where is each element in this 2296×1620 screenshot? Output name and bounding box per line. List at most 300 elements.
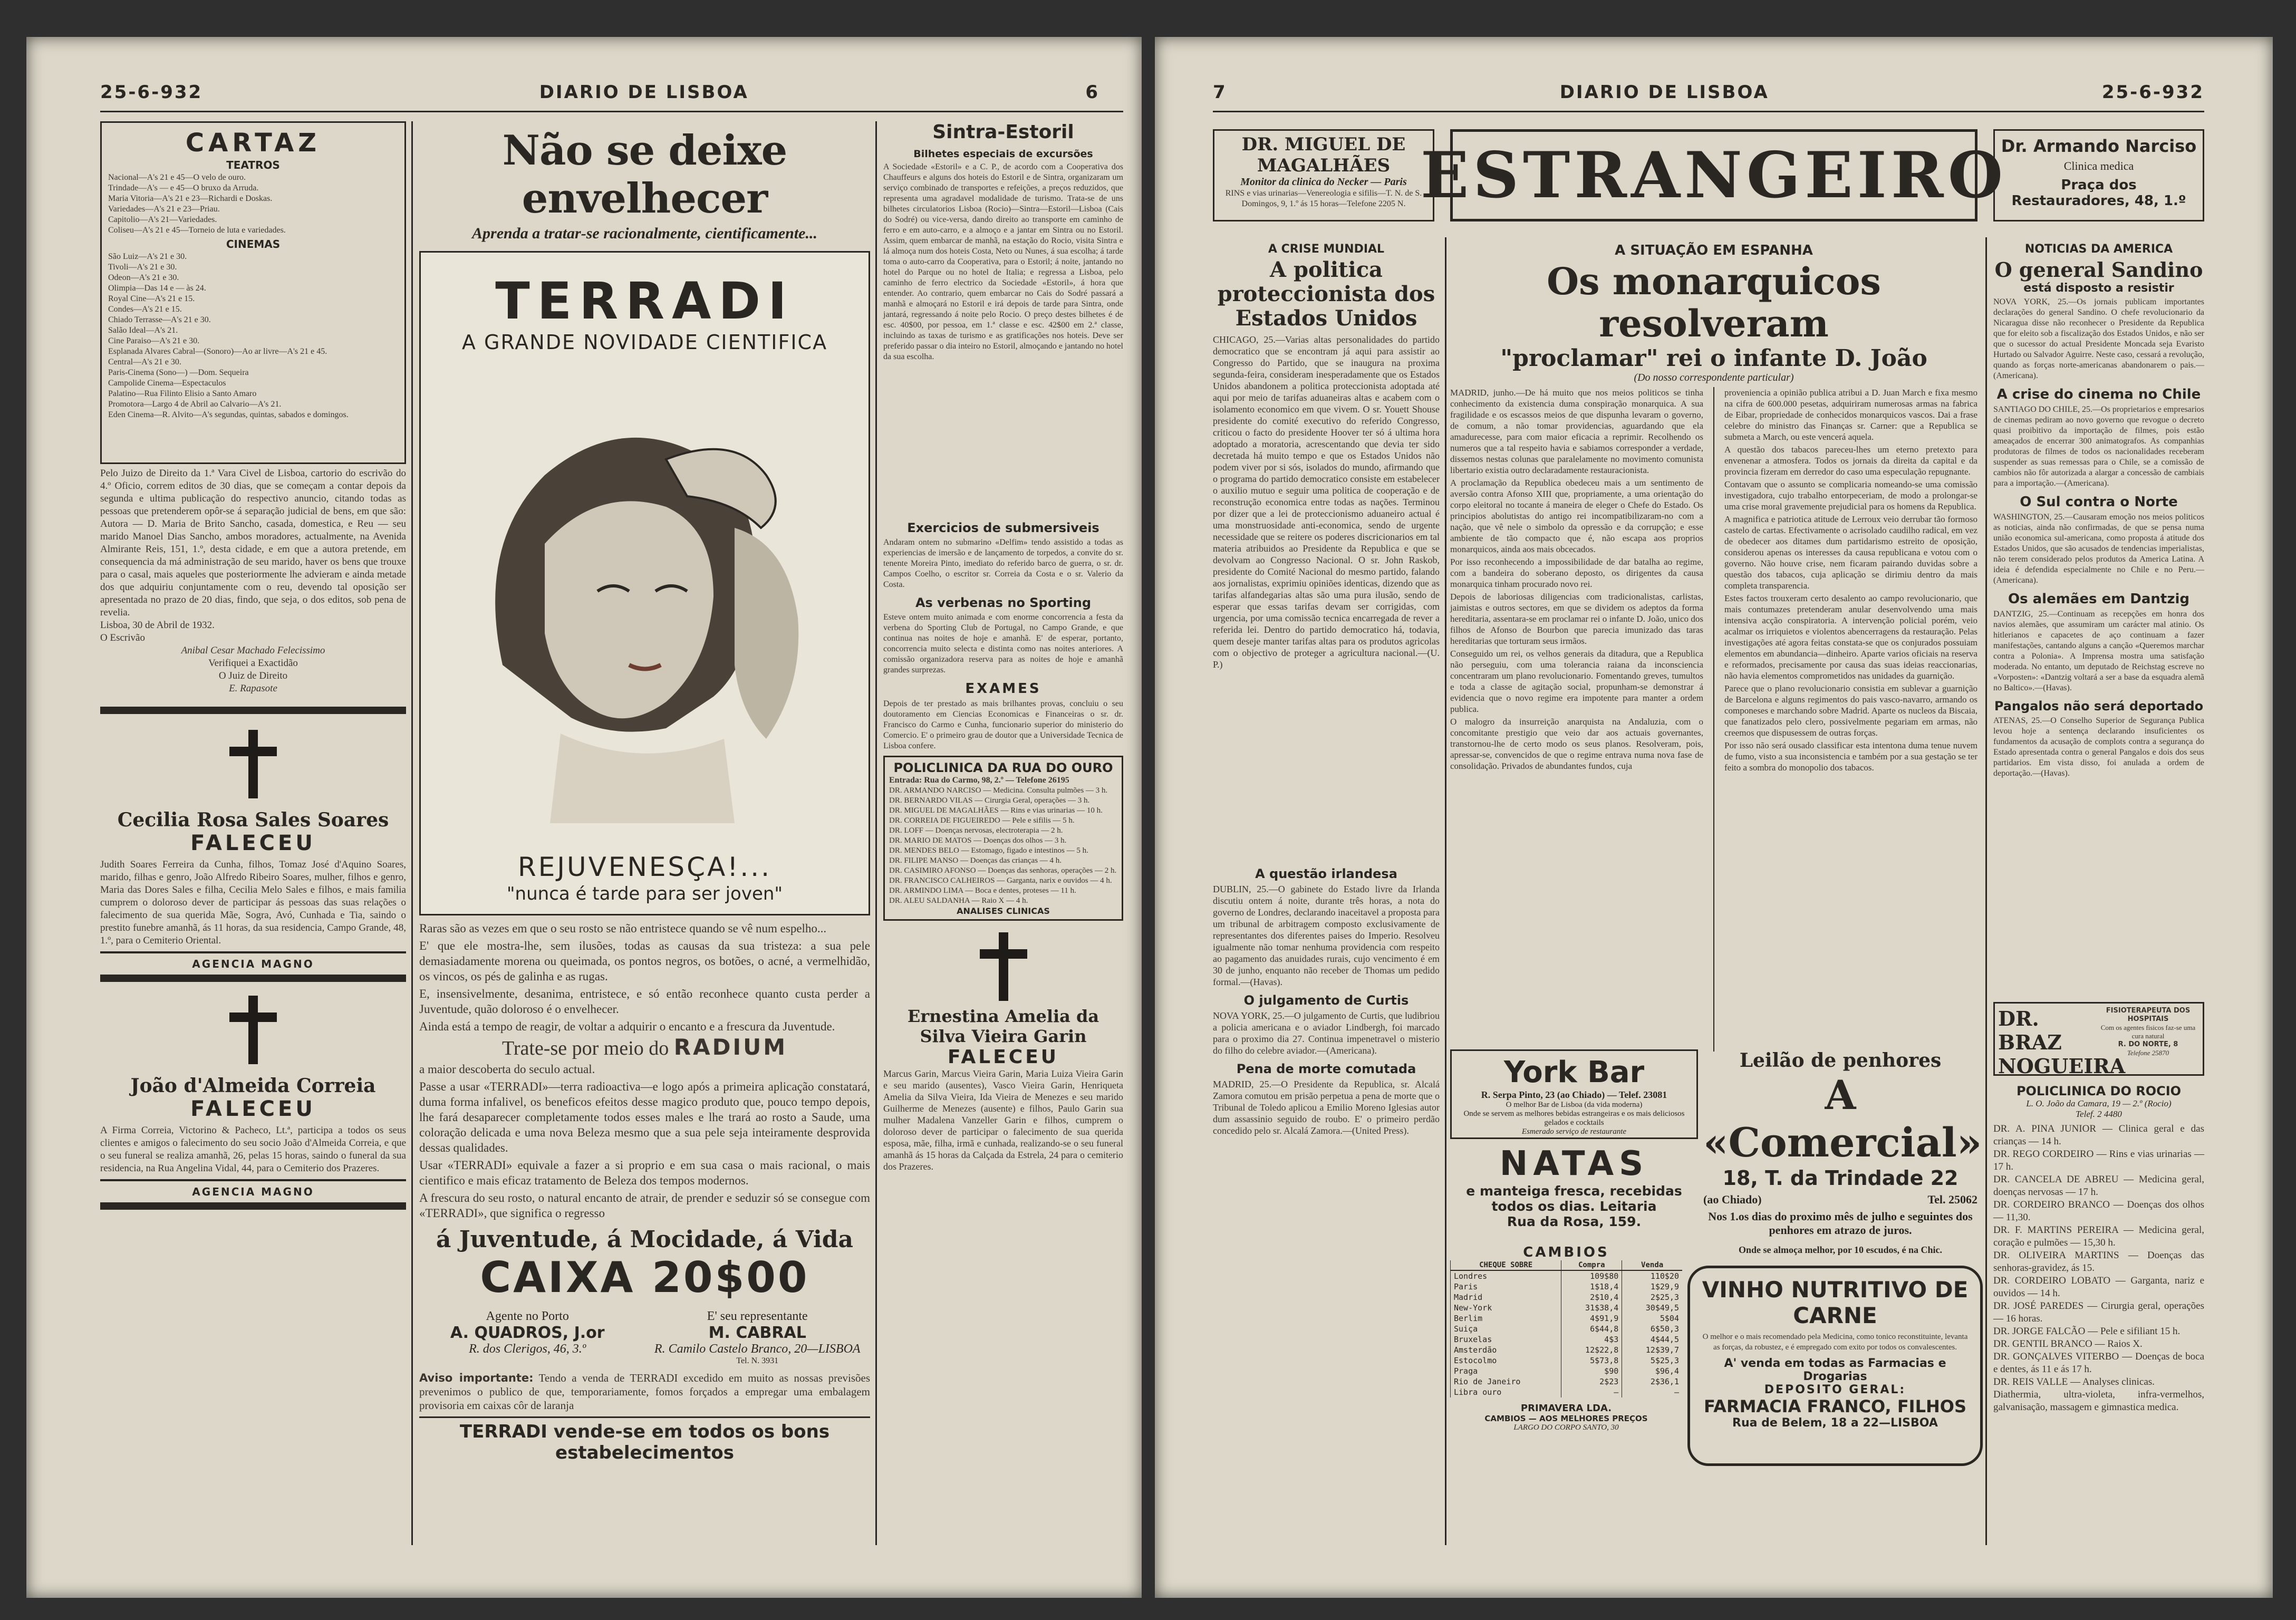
aviso-label: Aviso importante: xyxy=(419,1372,534,1384)
leilao-text: Nos 1.os dias do proximo mês de julho e seguintes dos penhores em atrazo de juros. xyxy=(1708,1210,1973,1237)
doctor-item: DR. LOFF — Doenças nervosas, electroterapia — 2 h. xyxy=(889,826,1063,835)
natas-line2: Rua da Rosa, 159. xyxy=(1507,1214,1642,1229)
obituary-rule xyxy=(100,1202,406,1210)
crise-text: CHICAGO, 25.—Varias altas personalidades do partido democratico que se encontram já aqui para assistir ao Congresso do Partido, que se inaugura na proxima segunda-feira, consideram inesperadamente que os Estados Unidos abandonem a politica proteccionista adoptada até aqui por meio de tarifas aduaneiras altas e acabem com o isolamento economico em que vivem. O sr. Youett Shouse presidente do comité executivo do referido Congresso, criticou o facto do presidente Hoover ter só á ultima hora adoptado a moratoria, acrescentando que devia ter sido decretada há muito tempo e que os Estados Unidos não podem viver por si sós, isolados do mundo, afirmando que o programa do partido democratico consiste em estabelecer o auxilio mutuo e seguir uma politica de cooperação e de reconstrução economica entre todas as nações. Terminou por dizer que a lei de proteccionismo aduaneiro actual é uma monstruosidade anti-economica, sendo de urgente necessidade que se reitere os poderes discricionarios em tal materia atribuidos ao Presidente da Republica e que se devolvam ao Congresso Nacional. O sr. John Raskob, presidente do Comité Nacional do mesmo partido, falando aos jornalistas, exprimiu opiniões identicas, dizendo que as tarifas alfandegarias altas são uma pura ilusão, sendo de esperar que essas tarifas devam ser corrigidas, com urgencia, por uma comissão tecnica encarregada de rever a referida lei. Dentro do partido democratico há, todavia, quem deseje manter tarifas altas para os produtos agricolas com o objectivo de proteger a agricultura nacional.—(U. P.) xyxy=(1213,334,1440,670)
cross-icon xyxy=(980,932,1027,1001)
chic-line: Onde se almoça melhor, por 10 escudos, é na Chic. xyxy=(1738,1245,1942,1255)
cambios-header: Compra xyxy=(1561,1260,1622,1270)
braz-info-3: R. DO NORTE, 8 xyxy=(2118,1040,2178,1048)
doctor-item: DR. FILIPE MANSO — Doenças das crianças — 4 h. xyxy=(889,856,1062,865)
agent-porto xyxy=(419,1309,635,1366)
vinho-ad xyxy=(1687,1266,1983,1466)
espanha-byline: (Do nosso correspondente particular) xyxy=(1634,372,1794,383)
cambios-row xyxy=(1451,1303,1683,1313)
doctor-item: DR. ARMINDO LIMA — Boca e dentes, proteses — 11 h. xyxy=(889,886,1076,895)
danzig-title: Os alemães em Dantzig xyxy=(2008,591,2190,607)
cambios-venda: 30$49,5 xyxy=(1622,1303,1682,1313)
pena-title: Pena de morte comutada xyxy=(1236,1062,1416,1076)
leilao-title: Leilão de penhores xyxy=(1739,1049,1942,1072)
cambios-city: Bruxelas xyxy=(1451,1334,1561,1345)
policlinica-doctors xyxy=(889,786,1117,906)
terradi-ad xyxy=(419,121,870,1545)
cambios-venda: 6$50,3 xyxy=(1622,1324,1682,1334)
cambios-compra: 2$23 xyxy=(1561,1376,1622,1387)
cambios-venda: 5$25,3 xyxy=(1622,1355,1682,1366)
pena-text: MADRID, 25.—O Presidente da Republica, sr. Alcalá Zamora comutou em prisão perpetua a pena de morte que o Tribunal de Toledo aplicou a Emilio Moreno Iglesias autor dum assassinio seguido de roubo. E' o primeiro perdão concedido pelo sr. Alcalá Zamora.—(United Press). xyxy=(1213,1079,1440,1136)
terradi-paragraph: Passe a usar «TERRADI»—terra radioactiva—e logo após a primeira aplicação constatará, duma forma infalivel, os beneficos efeitos desse magico produto que, pouco tempo depois, lhe fará desaparecer completamente todos esses males e lhe trará ao rosto a Saude, uma coloração delicada e uma nova Beleza mesmo que a sua pele seja inteiramente desprovida dessas qualidades. xyxy=(419,1080,870,1154)
cambios-row xyxy=(1451,1334,1683,1345)
right-page xyxy=(1155,37,2273,1598)
teatro-item: Trindade—A's — e 45—O bruxo da Arruda. xyxy=(108,184,259,192)
obituary-name: Ernestina Amelia da Silva Vieira Garin xyxy=(907,1006,1099,1046)
sandino-title: O general Sandino xyxy=(1994,258,2203,282)
america-kicker: NOTICIAS DA AMERICA xyxy=(2024,243,2173,256)
espanha-kicker: A SITUAÇÃO EM ESPANHA xyxy=(1615,243,1813,258)
cambios-venda: 2$36,1 xyxy=(1622,1376,1682,1387)
doctor-item: DR. CANCELA DE ABREU — Medicina geral, doenças nervosas — 17 h. xyxy=(1993,1174,2204,1198)
obituary-text: Judith Soares Ferreira da Cunha, filhos, Tomaz José d'Aquino Soares, marido, filhas e genro, João Alfredo Ribeiro Soares, mulher, filhos e genro, Maria das Dores Sales e filha, Cecilia Melo Sales e filhos, e mais familia cumprem o doloroso dever de participar ás pessoas das suas relações o falecimento de sua querida Mãe, Sogra, Avó, Cunhada e Tia, saindo o prestito funebre amanhã, ás 11 horas, da sua residencia, Campo Grande, 48, 1.º, para o Cemiterio Oriental. xyxy=(100,859,406,946)
braz-name-2: NOGUEIRA xyxy=(1998,1054,2126,1078)
cambios-compra: 4$91,9 xyxy=(1561,1313,1622,1324)
braz-name-1: DR. BRAZ xyxy=(1998,1007,2062,1054)
cambios-compra: 12$22,8 xyxy=(1561,1345,1622,1355)
cinema-item: São Luiz—A's 21 e 30. xyxy=(108,252,187,261)
cambios-venda: 2$25,3 xyxy=(1622,1292,1682,1303)
agency-name: AGENCIA MAGNO xyxy=(192,1185,314,1198)
cambios-city: Suiça xyxy=(1451,1324,1561,1334)
policlinica-address: Entrada: Rua do Carmo, 98, 2.º — Telefone 26195 xyxy=(889,776,1069,785)
estrangeiro-banner xyxy=(1420,129,2008,221)
magalhaes-name: DR. MIGUEL DE MAGALHÃES xyxy=(1241,134,1406,176)
chile-text: SANTIAGO DO CHILE, 25.—Os proprietarios e empresarios de cinemas pediram ao novo governo que revogue o decreto quasi proibitivo da importação de filmes, pois estão ameaçados de encerrar 300 animatografos. As companhias produtoras de filmes de todos os nacionalidades receberam suspender as suas remessas para o Chile, se a comissão de cambios não fôr autorizada a alargar a concessão de cambiais para a importação.—(Americana). xyxy=(1993,405,2204,488)
cambios-city: New-York xyxy=(1451,1303,1561,1313)
cambios-footer-2: CAMBIOS — AOS MELHORES PREÇOS xyxy=(1484,1414,1648,1423)
representative xyxy=(645,1309,871,1366)
cambios-city: Paris xyxy=(1451,1281,1561,1292)
doctor-item: DR. ALEU SALDANHA — Raio X — 4 h. xyxy=(889,896,1028,905)
sandino-text: NOVA YORK, 25.—Os jornais publicam importantes declarações do general Sandino. O chefe revolucionario da Nicaragua disse não reconhecer o Presidente da Republica que for eleito sob a fiscalização dos Estados Unidos, e não ser que o sucessor do actual Presidente Moncada seja Evaristo Hurtado ou Salvador Aguirre. Neste caso, cessará a revolução, quando as forças norte-americanas abandonarem o pais.—(Americana). xyxy=(1993,297,2204,380)
obituary-correia xyxy=(100,996,406,1210)
doctor-item: DR. OLIVEIRA MARTINS — Doenças das senhoras-gravidez, ás 15. xyxy=(1993,1250,2204,1274)
teatros-heading: TEATROS xyxy=(226,159,280,171)
exercicios-title: Exercicios de submersiveis xyxy=(907,520,1099,535)
doctor-item: DR. MIGUEL DE MAGALHÃES — Rins e vias urinarias — 10 h. xyxy=(889,806,1103,815)
leilao-address: 18, T. da Trindade 22 xyxy=(1722,1166,1959,1190)
radium-prefix: Trate-se por meio do xyxy=(501,1037,669,1059)
cambios-row xyxy=(1451,1366,1683,1376)
natas-line1: e manteiga fresca, recebidas todos os dias. Leitaria xyxy=(1466,1183,1682,1214)
cartaz-column xyxy=(100,121,406,1545)
espanha-paragraph: A magnifica e patriotica atitude de Lerroux veio derrubar tão formoso castelo de cartas. Efectivamente o acrisolado caudilho radical, em vez de obedecer aos ditames dum partidarismo estreito de oposição, considerou apenas os interesses da causa republicana e votou com o governo. Não houve crise, nem ficaram pairando duvidas sobre a questão dos tabacos, cuja aplicação se dirimiu dentro da mais completa transparencia. xyxy=(1724,514,1977,591)
espanha-columns xyxy=(1450,387,1977,1052)
rocio-title: POLICLINICA DO ROCIO xyxy=(2016,1084,2182,1098)
cambios-header-row xyxy=(1451,1260,1683,1270)
cambios-row xyxy=(1451,1376,1683,1387)
cross-icon xyxy=(229,996,277,1064)
espanha-paragraph: A proclamação da Republica obedeceu mais a um sentimento de aversão contra Afonso XIII que, propriamente, a uma orientação do corpo eleitoral no tocante á maneira de eleger o Chefe do Estado. Os principios abolutistas do antigo rei incompatibilizaram-no com a nação, que vê nele o simbolo da opressão e da corrupção; e esse ambiente de tão compacto que é, não escapa aos proprios monarquicos, ainda aos mais obcecados. xyxy=(1450,478,1703,554)
obituary-rule xyxy=(100,975,406,982)
terradi-price: CAIXA 20$00 xyxy=(480,1253,809,1302)
cinemas-list xyxy=(108,252,398,420)
narciso-line2: Praça dos Restauradores, 48, 1.º xyxy=(2011,177,2186,209)
narciso-name: Dr. Armando Narciso xyxy=(2001,136,2197,156)
natas-title: NATAS xyxy=(1499,1144,1649,1183)
cambios-header: Venda xyxy=(1622,1260,1682,1270)
right-page-number: 7 xyxy=(1213,82,1227,103)
espanha-paragraph: proveniencia a opinião publica atribui a D. Juan March e fixa mesmo na cifra de 600.000 pesetas, adquiriram numerosas armas na fabrica de Eibar, propriedade de conhecidos monarquicos vascos. Dai a frase celebre do ministro das Finanças sr. Carner: que a Republica se submeta a March, ou este vencerá aquela. xyxy=(1724,388,1977,442)
cambios-venda: 12$39,7 xyxy=(1622,1345,1682,1355)
agent-porto-name: A. QUADROS, J.or xyxy=(450,1324,605,1342)
espanha-article xyxy=(1450,237,1977,1044)
crise-headline: A politica proteccionista dos Estados Unidos xyxy=(1217,257,1435,331)
cinema-item: Condes—A's 21 e 15. xyxy=(108,305,182,314)
obituary-text: A Firma Correia, Victorino & Pacheco, Lt.ª, participa a todos os seus clientes e amigos o falecimento do seu socio João d'Almeida Correia, e que o seu funeral se realiza amanhã, 26, pelas 15 horas, saindo o funeral da sua residencia, na Rua Angelina Vidal, 44, para o Cemiterio dos Prazeres. xyxy=(100,1125,406,1174)
braz-info-2: Com os agentes fisicos faz-se uma cura natural xyxy=(2100,1024,2196,1040)
cross-icon xyxy=(229,730,277,798)
america-column xyxy=(1993,237,2204,997)
doctor-item: DR. MENDES BELO — Estomago, figado e intestinos — 5 h. xyxy=(889,846,1088,855)
cambios-venda: — xyxy=(1622,1387,1682,1397)
espanha-col-1 xyxy=(1450,387,1703,1052)
exames-title: EXAMES xyxy=(965,681,1041,697)
magalhaes-line2: RINS e vias urinarias—Venereologia e sifilis—T. N. de S. Domingos, 9, 1.º ás 15 horas—Telefone 2205 N. xyxy=(1225,189,1422,208)
right-header-rule xyxy=(1213,111,2204,112)
cinema-item: Cine Paraiso—A's 21 e 30. xyxy=(108,336,200,345)
obituary-faleceu: FALECEU xyxy=(190,1097,316,1121)
doctor-item: DR. F. MARTINS PEREIRA — Medicina geral, coração e pulmões — 15,30 h. xyxy=(1993,1224,2204,1248)
doctor-item: DR. CORDEIRO LOBATO — Garganta, nariz e ouvidos — 14 h. xyxy=(1993,1275,2204,1299)
terradi-agents xyxy=(419,1309,870,1366)
terradi-tagline: A GRANDE NOVIDADE CIENTIFICA xyxy=(461,331,828,354)
doctor-item: DR. CORDEIRO BRANCO — Doenças dos olhos — 11,30. xyxy=(1993,1199,2204,1223)
york-bar-line1: O melhor Bar de Lisboa (da vida moderna) xyxy=(1506,1101,1643,1109)
analises-clinicas: ANALISES CLINICAS xyxy=(957,906,1050,916)
representative-label: E' seu representante xyxy=(707,1309,808,1323)
pangalos-title: Pangalos não será deportado xyxy=(1994,699,2204,713)
vinho-title: VINHO NUTRITIVO DE CARNE xyxy=(1702,1277,1969,1328)
verifiquei: Verifiquei a Exactidão xyxy=(208,658,298,669)
juiz-title: O Juiz de Direito xyxy=(218,670,288,681)
teatro-item: Nacional—A's 21 e 45—O velo de ouro. xyxy=(108,173,246,182)
cartaz-box xyxy=(100,121,406,464)
cambios-city: Rio de Janeiro xyxy=(1451,1376,1561,1387)
cambios-row xyxy=(1451,1355,1683,1366)
braz-info xyxy=(2094,1004,2203,1074)
espanha-paragraph: Contavam que o assunto se complicaria nomeando-se uma comissão investigadora, cujo trabalho entorpeceriam, de modo a prolongar-se uma crise moral gravemente prejudicial para os homens da Republica. xyxy=(1724,479,1977,512)
cambios-compra: 31$38,4 xyxy=(1561,1303,1622,1313)
cambios-city: Madrid xyxy=(1451,1292,1561,1303)
espanha-subheadline: "proclamar" rei o infante D. João xyxy=(1500,345,1927,372)
teatro-item: Coliseu—A's 21 e 45—Torneio de luta e variedades. xyxy=(108,226,286,235)
cambios-row xyxy=(1451,1345,1683,1355)
sintra-title: Sintra-Estoril xyxy=(932,121,1074,143)
cambios-city: Estocolmo xyxy=(1451,1355,1561,1366)
cinema-item: Eden Cinema—R. Alvito—A's segundas, quintas, sabados e domingos. xyxy=(108,410,349,419)
policlinica-ouro-ad xyxy=(883,756,1123,921)
vinho-deposito: DEPOSITO GERAL: xyxy=(1764,1383,1906,1396)
cinema-item: Campolide Cinema—Espectaculos xyxy=(108,379,226,388)
leilao-contact xyxy=(1703,1193,1977,1207)
doctor-item: Diathermia, ultra-violeta, infra-vermelhos, galvanisação, massagem e gimnastica medica. xyxy=(1993,1389,2204,1413)
cinema-item: Odeon—A's 21 e 30. xyxy=(108,273,179,282)
terradi-footer-rule xyxy=(419,1416,870,1418)
right-masthead: DIARIO DE LISBOA xyxy=(1559,82,1769,103)
column-rule xyxy=(1445,237,1446,1545)
espanha-col-2 xyxy=(1724,387,1977,1052)
juiz-name: E. Rapasote xyxy=(229,683,277,694)
york-bar-address: R. Serpa Pinto, 23 (ao Chiado) — Telef. 23081 xyxy=(1481,1089,1667,1100)
crise-kicker: A CRISE MUNDIAL xyxy=(1268,243,1385,256)
doctor-item: DR. GONÇALVES VITERBO — Doenças de boca e dentes, ás 11 e ás 17 h. xyxy=(1993,1351,2204,1375)
agent-porto-label: Agente no Porto xyxy=(486,1309,569,1323)
teatros-list xyxy=(108,172,398,236)
policlinica-title: POLICLINICA DA RUA DO OURO xyxy=(893,760,1113,775)
cambios-row xyxy=(1451,1313,1683,1324)
espanha-paragraph: Estes factos trouxeram certo desalento ao campo revolucionario, que mais contumazes pretenderam anular desenvolvendo uma mais intensiva acção conspiratoria. A intervenção policial porém, veio acalmar os irriquietos e violentos abencerragens da restauração. Pelas investigações até agora feitas constata-se que os conjurados possuiam elementos em abundancia—dinheiro. Aparte varios oficiais na reserva e reformados, precisamente por causa das suas ideias reaccionarias, não havia elementos comprometidos nas unidades da guarnição. xyxy=(1724,593,1977,681)
edital-notice xyxy=(100,467,406,699)
agent-porto-address: R. dos Clerigos, 46, 3.º xyxy=(469,1342,586,1356)
espanha-paragraph: Por isso reconhecendo a impossibilidade de dar batalha ao regime, com a bandeira do soberano deposto, os dirigentes da causa monarquica tinham procurado novo rei. xyxy=(1450,557,1703,589)
cinema-item: Chiado Terrasse—A's 21 e 30. xyxy=(108,315,211,324)
doctor-item: DR. GENTIL BRANCO — Raios X. xyxy=(1993,1338,2143,1349)
sintra-subtitle: Bilhetes especiais de excursões xyxy=(913,148,1093,160)
magalhaes-line1: Monitor da clinica do Necker — Paris xyxy=(1240,176,1407,188)
cambios-footer-3: LARGO DO CORPO SANTO, 30 xyxy=(1513,1423,1619,1432)
terradi-paragraph: Usar «TERRADI» equivale a fazer a si proprio e em sua casa o mais racional, o mais cientifico e mais eficaz tratamento de Beleza dos tempos modernos. xyxy=(419,1159,870,1187)
edital-text: Pelo Juizo de Direito da 1.ª Vara Civel de Lisboa, cartorio do escrivão do 4.º Oficio, correm editos de 30 dias, que se começam a contar depois da segunda e ultima publicação do respectivo anuncio, citando todas as pessoas que pretenderem opôr-se á separação judicial de bens, em que são: Autora — D. Maria de Brito Sancho, casada, domestica, e Reu — seu marido Manoel Dias Sancho, ambos moradores, actualmente, na Avenida Almirante Reis, 151, 1.º, desta cidade, e em que a autora pretende, em consequencia da má administração de seu marido, haver os bens que trouxe para o casal, mais aqueles que posteriormente lhe advieram e ainda metade dos que adquiriu conjuntamente com o reu, devendo tal oposição ser apresentada no prazo de 20 dias, findo, que seja, o dos editos, sob pena de revelia. xyxy=(100,468,406,618)
cambios-city: Berlim xyxy=(1451,1313,1561,1324)
cinema-item: Promotora—Largo 4 de Abril ao Calvario—A's 21. xyxy=(108,400,282,409)
left-header-rule xyxy=(100,111,1123,112)
exames-text: Depois de ter prestado as mais brilhantes provas, concluiu o seu doutoramento em Ciencias Economicas e Financeiras o sr. dr. Francisco do Carmo e Cunha, funcionario superior do ministerio do Comercio. E' o primeiro grau de doutor que a Universidade Tecnica de Lisboa confere. xyxy=(883,699,1123,750)
espanha-paragraph: A questão dos tabacos pareceu-lhes um eterno pretexto para envenenar a atmosfera. Todos os jornais da direita da capital e da provincia fizeram em derredor do caso uma especulação repugnante. xyxy=(1724,445,1977,477)
cambios-venda: 5$04 xyxy=(1622,1313,1682,1324)
obituary-soares xyxy=(100,707,406,982)
rocio-doctors xyxy=(1993,1123,2204,1414)
rocio-address: L. O. João da Camara, 19 — 2.º (Rocio) xyxy=(2026,1098,2172,1108)
sandino-subtitle: está disposto a resistir xyxy=(2023,282,2174,295)
doctor-item: DR. MARIO DE MATOS — Doenças dos olhos — 3 h. xyxy=(889,836,1067,845)
cambios-compra: 109$80 xyxy=(1561,1270,1622,1281)
doctor-item: DR. BERNARDO VILAS — Cirurgia Geral, operações — 3 h. xyxy=(889,796,1090,805)
cambios-block xyxy=(1450,1245,1682,1550)
vinho-farmacia: FARMACIA FRANCO, FILHOS xyxy=(1703,1396,1966,1416)
york-bar-line3: Esmerado serviço de restaurante xyxy=(1521,1127,1627,1136)
cambios-footer-1: PRIMAVERA LDA. xyxy=(1520,1403,1612,1414)
natas-ad xyxy=(1450,1144,1698,1239)
left-page-header xyxy=(100,76,1099,108)
agency-name: AGENCIA MAGNO xyxy=(192,958,314,970)
terradi-copy xyxy=(419,921,870,1221)
cambios-venda: $96,4 xyxy=(1622,1366,1682,1376)
policlinica-rocio-ad xyxy=(1993,1084,2204,1548)
cinema-item: Paris-Cinema (Sono—) —Dom. Sequeira xyxy=(108,368,249,377)
cambios-compra: 1$18,4 xyxy=(1561,1281,1622,1292)
teatro-item: Capitolio—A's 21—Variedades. xyxy=(108,215,217,224)
terradi-paragraph: a maior descoberta do seculo actual. xyxy=(419,1063,595,1076)
cambios-venda: 1$29,9 xyxy=(1622,1281,1682,1292)
cambios-compra: 2$10,4 xyxy=(1561,1292,1622,1303)
danzig-text: DANTZIG, 25.—Continuam as recepções em honra dos navios alemães, que assumiram um carácter mal atinio. Os hitlerianos e capacetes de aço continuam a fazer manifestações, cantando alguns a canção «Queremos marchar contra a Polonia». A Imprensa mostra uma satisfação moderada. No entanto, um deputado de Reichstag escreve no «Vorposten»: «Dantzig voltará a ser a base da esquadra alemã no Baltico».—(Havas). xyxy=(1993,610,2204,692)
cinema-item: Olimpia—Das 14 e — às 24. xyxy=(108,284,206,293)
cartaz-title: CARTAZ xyxy=(185,128,321,158)
espanha-paragraph: Parece que o plano revolucionario consistia em sublevar a guarnição de Barcelona e alguns regimentos do pais vasco-navarro, armando os componeses e marchando sobre Madrid. Aparte os nucleos da Biscaia, que fanatizados pelo clero, possivelmente pegariam em armas, não creemos que dispusessem de outras forças. xyxy=(1724,683,1977,738)
espanha-paragraph: MADRID, junho.—De há muito que nos meios politicos se tinha conhecimento da existencia duma conspiração monarquica. A sua fragilidade e os escassos meios de que dispunha levaram o governo, de comum, a não tomar providencias, aguardando que ela amadurecesse, para com maior eficacia a reprimir. Recolhendo os numeros que a tal respeito havia e sabiamos corresponder a verdade, dissemos nestas colunas que paralelamente no movimento comunista libertario existia outro declaradamente restauracionista. xyxy=(1450,388,1703,475)
leilao-phone: Tel. 25062 xyxy=(1927,1193,1977,1206)
cambios-row xyxy=(1451,1324,1683,1334)
left-page-number: 6 xyxy=(1085,82,1099,103)
terradi-paragraph: Raras são as vezes em que o seu rosto se não entristece quando se vê num espelho... xyxy=(419,922,827,935)
doctor-item: DR. A. PINA JUNIOR — Clinica geral e das crianças — 14 h. xyxy=(1993,1123,2204,1147)
terradi-juventude: á Juventude, á Mocidade, á Vida xyxy=(436,1226,854,1253)
sintra-text: A Sociedade «Estoril» e a C. P., de acordo com a Cooperativa dos Chauffeurs e alguns dos hoteis do Estoril e de Sintra, organizaram um serviço combinado de transportes e refeições, a preços reduzidos, que representa uma agradavel modalidade de turismo. Trata-se de uns bilhetes circulatorios Lisboa (Rocio)—Sintra—Estoril—Lisboa (Cais do Sodré) ou vice-versa, dando direito ao transporte em caminho de ferro e em auto-carro, e a almoço e a jantar em Sintra ou no Estoril. Assim, quem embarcar de manhã, na estação do Rocio, visita Sintra e lá almoça num dos hoteis Costa, Neto ou Nunes, á sua escolha; á tarde toma o auto-carro da Cooperativa, para o Estoril; á noite, jantando no hotel do Parque ou no hotel de Italia; e regressa a Lisboa, pelo caminho de ferro electrico da Sociedade «Estoril», á hora que entender. Ao contrario, quem embarcar no Cais do Sodré passará a manhã e almoçará no Estoril e irá depois de tarde para Sintra, onde jantará, regressando á noite pelo Rocio. O preço destes bilhetes é de esc. 40$00, por pessoa, em 1.ª classe e esc. 42$00 em 2.ª classe, incluindo as taxas de turismo e as gratificações nos hoteis. Deve ser preferido passar o dia inteiro no Estoril, almoçando e jantando no hotel da sua escolha. xyxy=(883,162,1123,361)
obituary-rule xyxy=(100,1179,406,1181)
cinemas-heading: CINEMAS xyxy=(226,238,281,250)
terradi-paragraph: A frescura do seu rosto, o natural encanto de atrair, de prender e seduzir só se consegue com «TERRADI», que significa o regresso xyxy=(419,1191,870,1220)
terradi-brand: TERRADI xyxy=(495,272,794,331)
pangalos-text: ATENAS, 25.—O Conselho Superior de Segurança Publica levou hoje a sentença declarando insuficientes os fundamentos da acusação de complots contra a segurança do Estado apresentada contra o general Pangalos e dois dos seus partidarios. Em vista disso, foi anulada a ordem de deportação.—(Havas). xyxy=(1993,716,2204,778)
obituary-faleceu: FALECEU xyxy=(190,831,316,855)
crise-column xyxy=(1213,237,1440,1545)
woman-portrait-icon xyxy=(439,370,851,823)
sul-text: WASHINGTON, 25.—Causaram emoção nos meios politicos as noticias, ainda não confirmadas, de que se pensa numa união economica sul-americana, como proposta á atitude dos Estados Unidos, que são acusados de tendencias imperialistas, não terem considerado pelos produtos da America Latina. A ideia é defendida especialmente no Chile e no Peru.—(Americana). xyxy=(1993,513,2204,585)
terradi-subhead: Aprenda a tratar-se racionalmente, cientificamente... xyxy=(472,225,817,242)
terradi-slogan-quote: "nunca é tarde para ser joven" xyxy=(506,883,783,904)
cinema-item: Royal Cine—A's 21 e 15. xyxy=(108,294,195,303)
doctor-item: DR. CORREIA DE FIGUEIREDO — Pele e sifilis — 5 h. xyxy=(889,816,1075,825)
obituary-rule xyxy=(100,951,406,953)
teatro-item: Maria Vitoria—A's 21 e 23—Richardi e Doskas. xyxy=(108,194,273,203)
doctor-item: DR. REIS VALLE — Analyses clinicas. xyxy=(1993,1376,2155,1387)
cinema-item: Central—A's 21 e 30. xyxy=(108,358,181,367)
vinho-venda: A' venda em todas as Farmacias e Drogarias xyxy=(1724,1357,1946,1383)
narciso-line1: Clinica medica xyxy=(2063,159,2134,172)
cambios-venda: 4$44,5 xyxy=(1622,1334,1682,1345)
verbenas-title: As verbenas no Sporting xyxy=(915,595,1092,610)
obituary-faleceu: FALECEU xyxy=(947,1046,1059,1068)
column-rule xyxy=(1985,237,1987,1545)
vinho-text: O melhor e o mais recomendado pela Medicina, como tonico reconstituinte, levanta as forças, da robustez, e é empregado com exito por todos os convalescentes. xyxy=(1702,1333,1968,1352)
braz-name-block xyxy=(1995,1004,2126,1078)
cambios-title: CAMBIOS xyxy=(1523,1245,1609,1260)
sintra-column xyxy=(883,121,1123,1545)
cambios-compra: 6$44,8 xyxy=(1561,1324,1622,1334)
terradi-illustration-box xyxy=(419,251,870,915)
doctor-item: DR. JORGE FALCÃO — Pele e sifiliant 15 h. xyxy=(1993,1326,2181,1337)
leilao-ad xyxy=(1703,1049,1982,1239)
left-masthead: DIARIO DE LISBOA xyxy=(539,82,749,103)
doctor-item: DR. ARMANDO NARCISO — Medicina. Consulta pulmões — 3 h. xyxy=(889,786,1108,795)
right-page-header xyxy=(1213,76,2204,108)
espanha-paragraph: Depois de laboriosas diligencias com tradicionalistas, carlistas, jaimistas e outros sectores, em que se dividem os adeptos da forma hereditaria, assentara-se em proclamar rei o infante D. João, unico dos filhos de Afonso de Bourbon que parecia imunizado das taras hereditarias que torturam seus irmãos. xyxy=(1450,592,1703,646)
cambios-city: Amsterdão xyxy=(1451,1345,1561,1355)
terradi-radium-line xyxy=(419,1034,870,1060)
cambios-compra: 5$73,8 xyxy=(1561,1355,1622,1366)
cambios-body xyxy=(1451,1270,1683,1397)
obituary-name: João d'Almeida Correia xyxy=(130,1075,376,1097)
york-bar-line2: Onde se servem as melhores bebidas estrangeiras e os mais deliciosos gelados e cocktails xyxy=(1463,1110,1685,1127)
terradi-paragraph: E, insensivelmente, desanima, entristece, e só então reconhece quanto custa perder a Juventude, quão doloroso é o envelhecer. xyxy=(419,987,870,1016)
leilao-name: A «Comercial» xyxy=(1703,1072,1982,1166)
terradi-slogan: REJUVENESÇA!... xyxy=(517,852,772,882)
cambios-row xyxy=(1451,1281,1683,1292)
column-rule xyxy=(411,121,413,1545)
terradi-headline: Não se deixe envelhecer xyxy=(502,127,787,223)
terradi-paragraph: Ainda está a tempo de reagir, de voltar a adquirir o encanto e a frescura da Juventude. xyxy=(419,1020,835,1033)
cambios-compra: $90 xyxy=(1561,1366,1622,1376)
rocio-phone: Telef. 2 4480 xyxy=(2076,1109,2122,1119)
doctor-item: DR. CASIMIRO AFONSO — Doenças das senhoras, operações — 2 h. xyxy=(889,866,1117,875)
cambios-venda: 110$20 xyxy=(1622,1270,1682,1281)
exercicios-text: Andaram ontem no submarino «Delfim» tendo assistido a todas as experiencias de imersão e de lançamento de torpedos, a convite do sr. tenente Moreira Pinto, imediato do referido barco de guerra, o sr. dr. Campos Coelho, o escritor sr. Correia da Costa e o sr. Valerio da Costa. xyxy=(883,538,1123,589)
section-title: ESTRANGEIRO xyxy=(1420,138,2008,213)
doctor-item: DR. FRANCISCO CALHEIROS — Garganta, narix e ouvidos — 4 h. xyxy=(889,876,1112,885)
cambios-header: CHEQUE SOBRE xyxy=(1451,1260,1561,1270)
terradi-aviso xyxy=(419,1371,870,1412)
column-rule xyxy=(1713,387,1714,1052)
cinema-item: Salão Ideal—A's 21. xyxy=(108,326,178,335)
york-bar-ad xyxy=(1450,1049,1698,1139)
cambios-city: Londres xyxy=(1451,1270,1561,1281)
espanha-paragraph: Conseguido um rei, os velhos generais da ditadura, que a Republica não perseguiu, com uma tolerancia raiana da inconsciencia concentraram um plano revolucionario. Fomentando greves, tumultos e toda a classe de agitação social, propunham-se demonstrar á evidencia que o novo regime era impotente para manter a ordem publica. xyxy=(1450,649,1703,714)
doctor-item: DR. REGO CORDEIRO — Rins e vias urinarias — 17 h. xyxy=(1993,1149,2204,1172)
left-date: 25-6-932 xyxy=(100,82,203,103)
espanha-paragraph: Por isso não será ousado classificar esta intentona duma tenue nuvem de fumo, visto a sua inconsistencia e também por a sua gestação se ter feito a sombra do monopolio dos tabacos. xyxy=(1724,740,1977,773)
cambios-compra: — xyxy=(1561,1387,1622,1397)
obituary-text: Marcus Garin, Marcus Vieira Garin, Maria Luiza Vieira Garin e seu marido (ausentes), Vasco Vieira Garin, Henriqueta Amelia da Silva Vieira, Ida Vieira de Menezes e seu marido Guilherme de Menezes (ausente) e filhos, Paulo Garin sua mulher Madalena Vanzeller Garin e filhos, cumprem o doloroso dever de participar o falecimento de sua querida esposa, mãe, filha, irmã e cunhada, realizando-se o seu funeral amanhã ás 15 horas da Calçada da Estrela, 24 para o cemiterio dos Prazeres. xyxy=(883,1068,1123,1172)
cambios-compra: 4$3 xyxy=(1561,1334,1622,1345)
curtis-title: O julgamento de Curtis xyxy=(1243,993,1409,1008)
irlandesa-text: DUBLIN, 25.—O gabinete do Estado livre da Irlanda discutiu ontem á noite, durante três horas, a nota do governo de Londres, declarando inaceitavel a proposta para um tribunal de arbitragem composto exclusivamente de representantes dos diferentes paises do Imperio. Resolveu igualmente não tomar nenhuma providencia com respeito ao pagamento das anuidades rurais, cujo vencimento é em 30 de junho, enquanto não receber de Thomas um pedido formal.—(Havas). xyxy=(1213,884,1440,987)
terradi-footer: TERRADI vende-se em todos os bons estabelecimentos xyxy=(459,1421,830,1463)
representative-phone: Tel. N. 3931 xyxy=(736,1356,779,1365)
terradi-paragraph: E' que ele mostra-lhe, sem ilusões, todas as causas da sua tristeza: a sua pele demasiadamente morena ou queimada, os pontos negros, os botões, o acné, a vermelhidão, os vincos, os pés de galinha e as rugas. xyxy=(419,939,870,983)
chile-title: A crise do cinema no Chile xyxy=(1996,387,2201,402)
cambios-table xyxy=(1450,1260,1682,1397)
verbenas-text: Esteve ontem muito animada e com enorme concorrencia a festa da verbena do Sporting Club de Portugal, no Campo Grande, e que continua nas noites de hoje e amanhã. E' de esperar, portanto, concorrencia muito selecta e distinta como nas noites anteriores. A comissão organizadora reserva para as noites de hoje e amanhã grandes surprezas. xyxy=(883,613,1123,674)
column-rule xyxy=(875,121,877,1545)
cinema-item: Palatino—Rua Filinto Elisio a Santo Amaro xyxy=(108,389,257,398)
magalhaes-ad xyxy=(1213,129,1434,221)
right-date: 25-6-932 xyxy=(2101,82,2204,103)
escrivao-name: Anibal Cesar Machado Felecissimo xyxy=(181,645,325,656)
left-page xyxy=(26,37,1142,1598)
vinho-address: Rua de Belem, 18 a 22—LISBOA xyxy=(1732,1416,1938,1430)
cambios-row xyxy=(1451,1387,1683,1397)
narciso-ad xyxy=(1993,129,2204,221)
braz-nogueira-ad xyxy=(1993,1002,2204,1076)
irlandesa-title: A questão irlandesa xyxy=(1255,866,1397,881)
cambios-city: Libra ouro xyxy=(1451,1387,1561,1397)
representative-name: M. CABRAL xyxy=(708,1324,806,1342)
curtis-text: NOVA YORK, 25.—O julgamento de Curtis, que ludibriou a policia americana e o aviador Lindbergh, foi marcado para o proximo dia 27. Continua impenetravel o misterio do filho do celebre aviador.—(Americana). xyxy=(1213,1010,1440,1056)
doctor-item: DR. JOSÉ PAREDES — Cirurgia geral, operações — 16 horas. xyxy=(1993,1300,2204,1324)
edital-date: Lisboa, 30 de Abril de 1932. xyxy=(100,620,215,631)
braz-info-1: FISIOTERAPEUTA DOS HOSPITAIS xyxy=(2106,1007,2191,1023)
teatro-item: Variedades—A's 21 e 23—Priau. xyxy=(108,205,220,214)
cinema-item: Esplanada Alvares Cabral—(Sonoro)—Ao ar livre—A's 21 e 45. xyxy=(108,347,327,356)
cambios-row xyxy=(1451,1292,1683,1303)
espanha-headline: Os monarquicos resolveram xyxy=(1547,259,1881,345)
obituary-name: Cecilia Rosa Sales Soares xyxy=(117,809,389,831)
sul-title: O Sul contra o Norte xyxy=(2020,494,2178,510)
cambios-city: Praga xyxy=(1451,1366,1561,1376)
escrivao-title: O Escrivão xyxy=(100,632,145,643)
obituary-rule xyxy=(100,707,406,714)
york-bar-name: York Bar xyxy=(1503,1055,1645,1089)
braz-info-4: Telefone 25870 xyxy=(2127,1049,2169,1057)
radium-word: RADIUM xyxy=(673,1034,787,1060)
